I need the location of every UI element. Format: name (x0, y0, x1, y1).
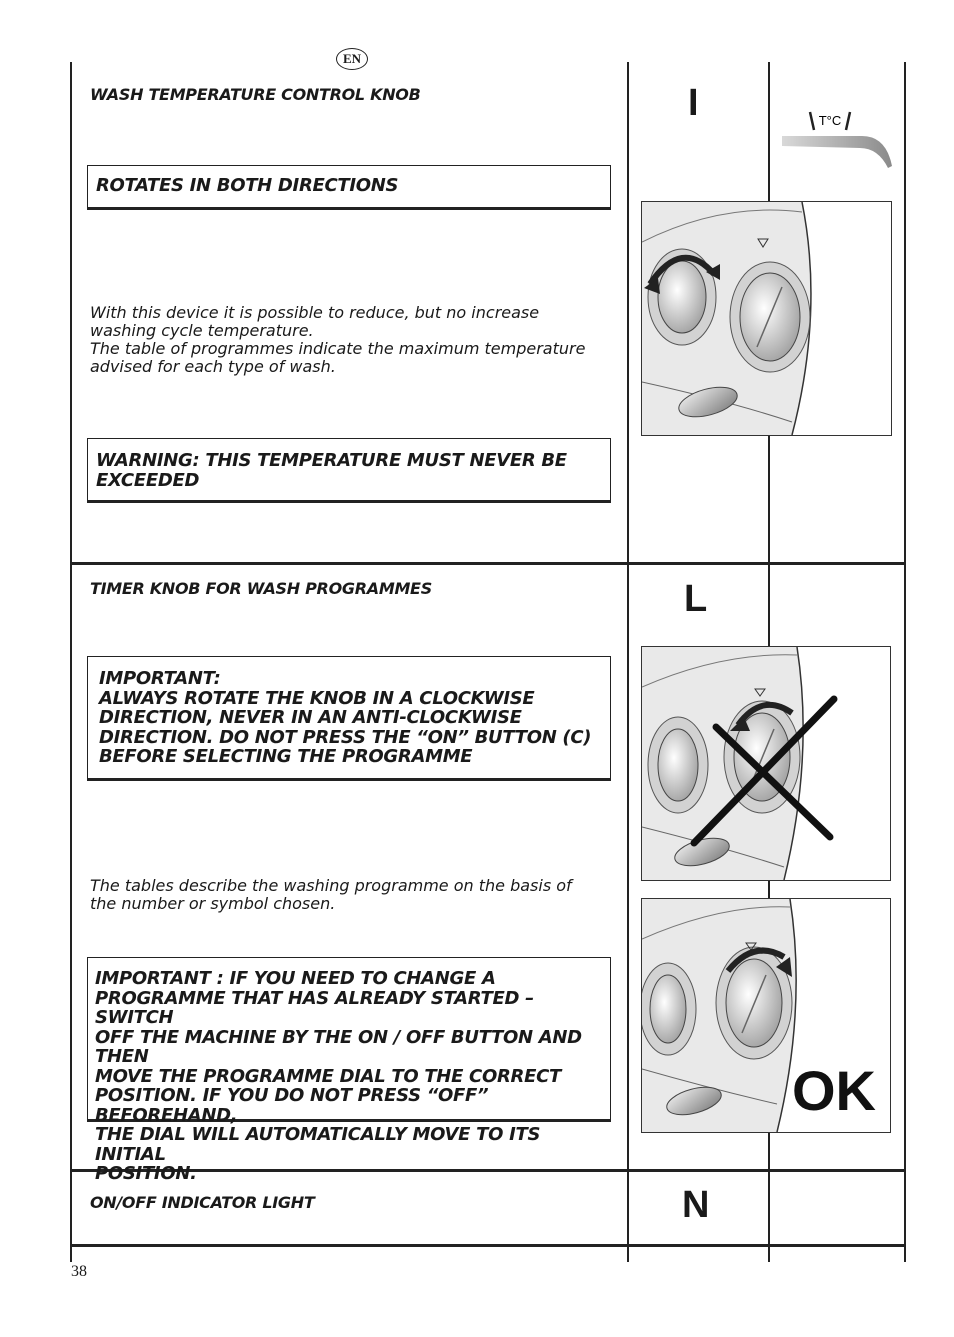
rotation-important-line-4: DIRECTION. DO NOT PRESS THE “ON” BUTTON (C) (99, 726, 592, 748)
timer-description-line-1: The tables describe the washing programme on the basis of (90, 876, 572, 895)
svg-text:T°C: T°C (818, 113, 842, 128)
rotation-note-box (87, 165, 611, 208)
temperature-description-line-2: washing cycle temperature. (90, 321, 314, 340)
timer-knob-wrong-direction-illustration (641, 646, 891, 881)
language-badge: EN (336, 48, 368, 70)
section-title-indicator-light: ON/OFF INDICATOR LIGHT (90, 1193, 315, 1212)
section-title-timer-knob: TIMER KNOB FOR WASH PROGRAMMES (90, 579, 432, 598)
section-letter-n: N (682, 1184, 710, 1226)
change-programme-line-1: IMPORTANT : IF YOU NEED TO CHANGE A (95, 968, 496, 989)
rotation-important-line-5: BEFORE SELECTING THE PROGRAMME (99, 746, 473, 767)
temperature-warning-line-2: EXCEEDED (96, 469, 200, 491)
change-programme-line-6: THE DIAL WILL AUTOMATICALLY MOVE TO ITS INITIAL (95, 1124, 541, 1165)
section-divider-1 (70, 562, 906, 565)
rotation-note-text: ROTATES IN BOTH DIRECTIONS (96, 175, 399, 196)
ok-label: OK (792, 1059, 876, 1122)
change-programme-line-5: POSITION. IF YOU DO NOT PRESS “OFF” BEFOREHAND, (95, 1085, 489, 1126)
rotation-important-line-3: DIRECTION, NEVER IN AN ANTI-CLOCKWISE (99, 707, 522, 728)
timer-description-line-2: the number or symbol chosen. (90, 894, 336, 913)
temperature-description (90, 304, 620, 376)
page-number: 38 (71, 1263, 87, 1280)
timer-description (90, 877, 620, 913)
left-border (70, 62, 72, 1262)
rotation-important-line-2: ALWAYS ROTATE THE KNOB IN A CLOCKWISE (99, 687, 535, 709)
column-divider-1 (627, 62, 629, 1262)
temperature-warning-line-1: WARNING: THIS TEMPERATURE MUST NEVER BE (96, 450, 567, 471)
rotation-important-line-1: IMPORTANT: (99, 668, 221, 689)
section-divider-3 (70, 1244, 906, 1247)
section-letter-i: I (688, 82, 699, 124)
temperature-warning-box (87, 438, 611, 501)
temperature-description-line-1: With this device it is possible to reduce, but no increase (90, 303, 540, 322)
rotation-important-box (87, 656, 611, 779)
temperature-description-line-4: advised for each type of wash. (90, 357, 336, 376)
change-programme-line-2: PROGRAMME THAT HAS ALREADY STARTED – SWITCH (95, 987, 534, 1028)
temperature-description-line-3: The table of programmes indicate the maximum temperature (90, 339, 586, 358)
timer-knob-correct-direction-illustration (641, 898, 891, 1133)
section-title-temperature-knob: WASH TEMPERATURE CONTROL KNOB (90, 85, 421, 104)
change-programme-line-4: MOVE THE PROGRAMME DIAL TO THE CORRECT (95, 1065, 561, 1087)
temperature-icon (782, 108, 894, 172)
change-programme-important-box (87, 957, 611, 1184)
change-programme-line-7: POSITION. (95, 1163, 197, 1184)
right-border (904, 62, 906, 1262)
change-programme-line-3: OFF THE MACHINE BY THE ON / OFF BUTTON AND THEN (95, 1026, 582, 1067)
section-letter-l: L (684, 578, 708, 620)
temperature-knob-illustration (641, 201, 892, 436)
